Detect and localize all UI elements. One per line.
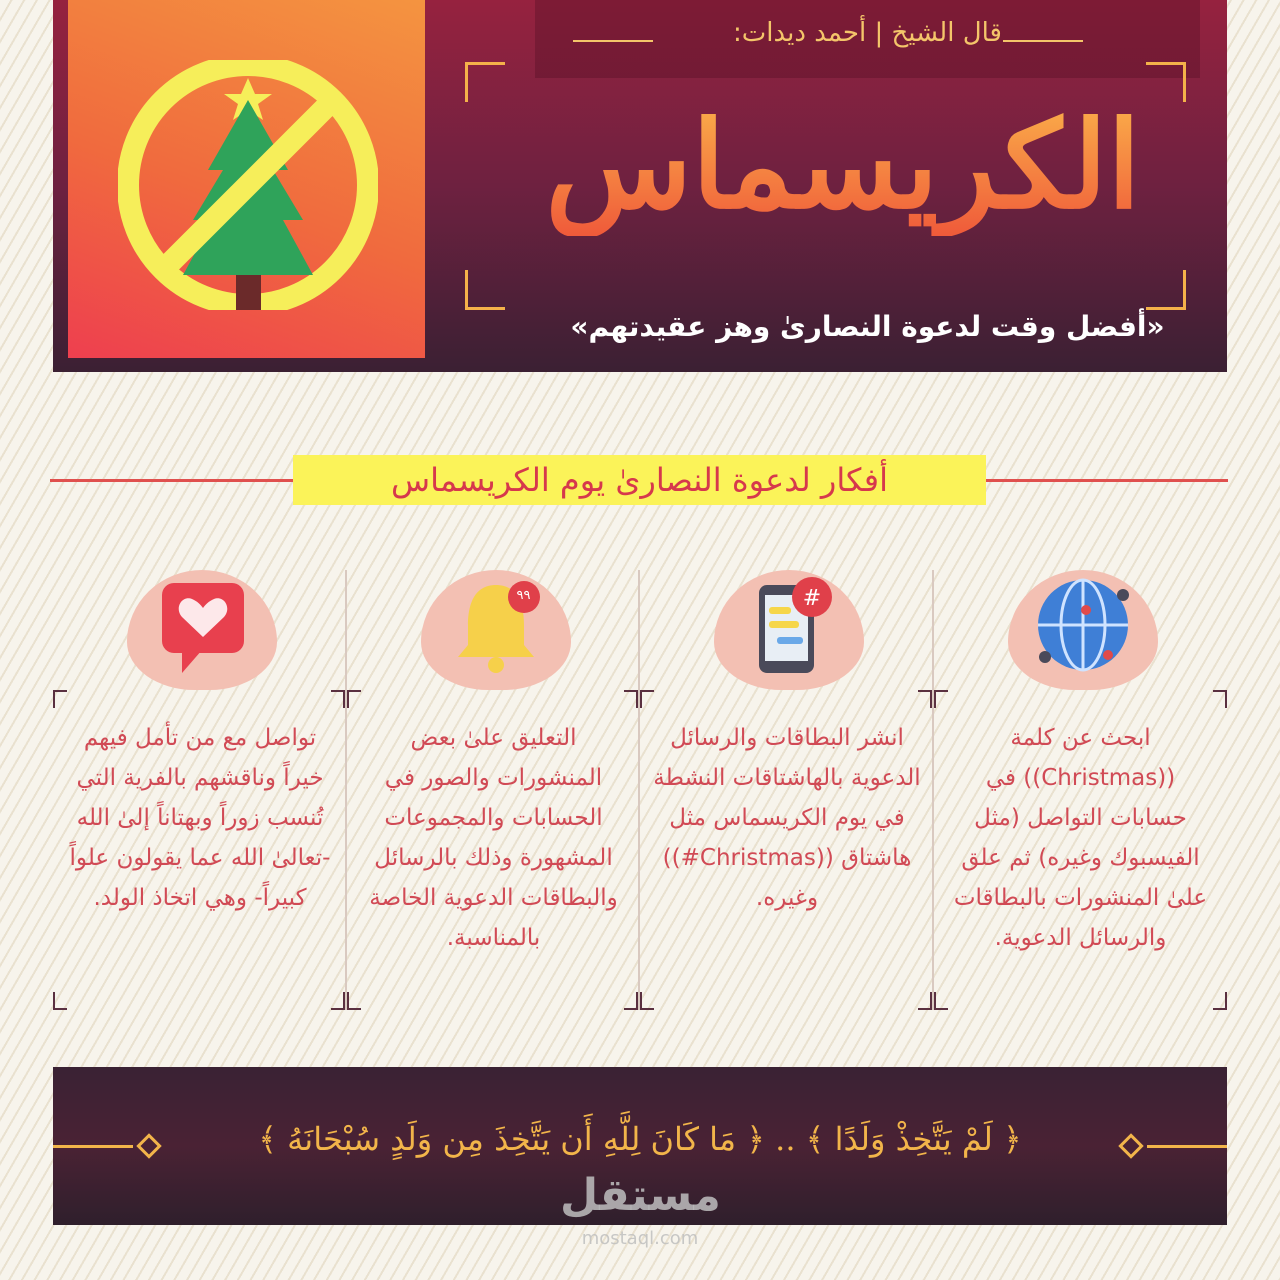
notification-badge: ٩٩ xyxy=(516,588,531,603)
bracket-corner xyxy=(1213,992,1227,1010)
idea-card xyxy=(53,570,347,1010)
bracket-corner xyxy=(934,690,948,708)
bracket-corner xyxy=(347,690,361,708)
section-heading: أفكار لدعوة النصارىٰ يوم الكريسماس xyxy=(293,455,986,505)
bracket-corner xyxy=(53,992,67,1010)
decorative-line xyxy=(53,1145,133,1148)
bracket-corner xyxy=(624,992,638,1010)
bracket-corner xyxy=(640,690,654,708)
idea-card xyxy=(640,570,934,1010)
idea-text: التعليق علىٰ بعض المنشورات والصور في الحسابات والمجموعات المشهورة وذلك بالرسائل والبطاقات الدعوية الخاصة بالمناسبة. xyxy=(369,725,618,951)
phone-hashtag-icon xyxy=(739,575,839,675)
main-title: الكريسماس xyxy=(513,95,1173,236)
svg-text:#: # xyxy=(802,586,822,611)
bracket-corner xyxy=(934,992,948,1010)
idea-card xyxy=(347,570,641,1010)
bracket-corner xyxy=(918,690,932,708)
bracket-corner xyxy=(331,992,345,1010)
ideas-list xyxy=(53,570,1227,1010)
globe-icon xyxy=(1033,575,1133,675)
frame-corner xyxy=(465,270,505,310)
bracket-corner xyxy=(918,992,932,1010)
bracket-corner xyxy=(53,690,67,708)
idea-card xyxy=(934,570,1228,1010)
bracket-corner xyxy=(640,992,654,1010)
header-banner xyxy=(53,0,1227,372)
frame-corner xyxy=(465,62,505,102)
idea-text: تواصل مع من تأمل فيهم خيراً وناقشهم بالفرية التي تُنسب زوراً وبهتاناً إلىٰ الله -تعالىٰ الله عما يقولون علواً كبيراً- وهي اتخاذ الولد. xyxy=(69,725,331,911)
idea-text: ابحث عن كلمة ((Christmas)) في حسابات التواصل (مثل الفيسبوك وغيره) ثم علق علىٰ المنشورات بالبطاقات والرسائل الدعوية. xyxy=(953,725,1208,951)
no-christmas-tree-icon xyxy=(68,0,425,358)
frame-corner xyxy=(1146,62,1186,102)
watermark-logo: مستقل xyxy=(560,1170,721,1221)
watermark-url: mostaql.com xyxy=(581,1228,699,1249)
idea-text: انشر البطاقات والرسائل الدعوية بالهاشتاقات النشطة في يوم الكريسماس مثل هاشتاق ((Christmas#)) وغيره. xyxy=(653,725,921,911)
bracket-corner xyxy=(347,992,361,1010)
bracket-corner xyxy=(624,690,638,708)
quran-verse: ﴿ لَمْ يَتَّخِذْ وَلَدًا ﴾ .. ﴿ مَا كَانَ لِلَّهِ أَن يَتَّخِذَ مِن وَلَدٍ سُبْحَانَهُ ﴾ xyxy=(258,1120,1022,1158)
subtitle: «أفضل وقت لدعوة النصارىٰ وهز عقيدتهم» xyxy=(570,310,1165,343)
heart-chat-icon xyxy=(152,575,252,675)
bracket-corner xyxy=(331,690,345,708)
frame-corner xyxy=(1146,270,1186,310)
bracket-corner xyxy=(1213,690,1227,708)
decorative-line xyxy=(1147,1145,1227,1148)
speaker-label: قال الشيخ | أحمد ديدات: xyxy=(733,18,1002,48)
